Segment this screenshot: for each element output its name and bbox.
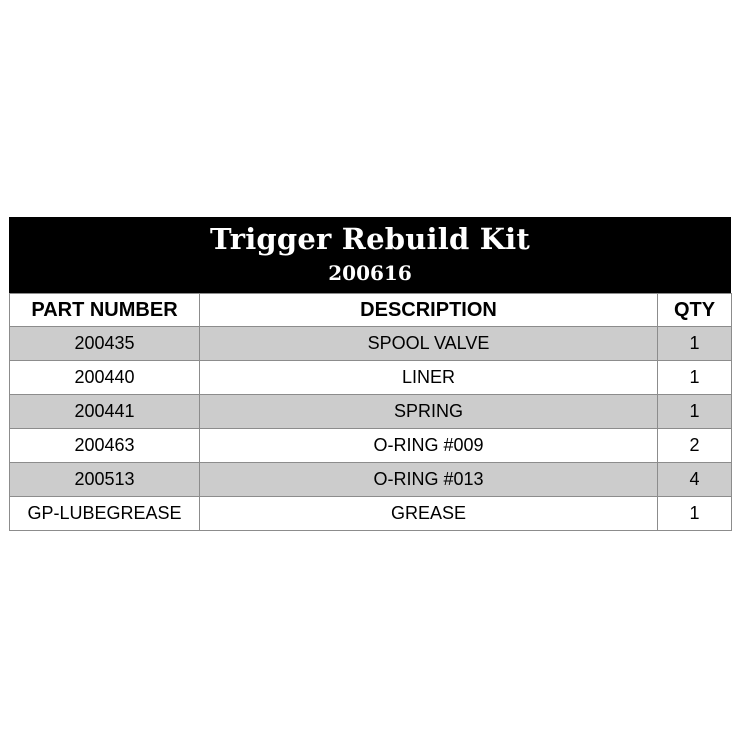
- parts-kit-sheet: [9, 217, 731, 531]
- description-cell: O-RING #009: [200, 429, 658, 463]
- part-number-cell: 200440: [10, 361, 200, 395]
- qty-cell: 1: [658, 395, 732, 429]
- table-row: [10, 327, 732, 361]
- table-header-row: [10, 294, 732, 327]
- table-row: [10, 429, 732, 463]
- description-cell: O-RING #013: [200, 463, 658, 497]
- table-row: [10, 395, 732, 429]
- description-cell: SPRING: [200, 395, 658, 429]
- qty-cell: 1: [658, 361, 732, 395]
- kit-number: 200616: [328, 261, 412, 285]
- description-cell: LINER: [200, 361, 658, 395]
- qty-cell: 2: [658, 429, 732, 463]
- part-number-cell: 200435: [10, 327, 200, 361]
- table-row: [10, 361, 732, 395]
- description-cell: GREASE: [200, 497, 658, 531]
- part-number-cell: 200441: [10, 395, 200, 429]
- part-number-cell: 200463: [10, 429, 200, 463]
- qty-cell: 1: [658, 497, 732, 531]
- qty-header: QTY: [658, 294, 732, 327]
- table-row: [10, 463, 732, 497]
- description-header: DESCRIPTION: [200, 294, 658, 327]
- qty-cell: 1: [658, 327, 732, 361]
- part-number-cell: 200513: [10, 463, 200, 497]
- kit-title: Trigger Rebuild Kit: [210, 222, 530, 256]
- parts-table: [9, 293, 732, 531]
- part-number-header: PART NUMBER: [10, 294, 200, 327]
- part-number-cell: GP-LUBEGREASE: [10, 497, 200, 531]
- kit-header: [9, 217, 731, 293]
- table-row: [10, 497, 732, 531]
- description-cell: SPOOL VALVE: [200, 327, 658, 361]
- qty-cell: 4: [658, 463, 732, 497]
